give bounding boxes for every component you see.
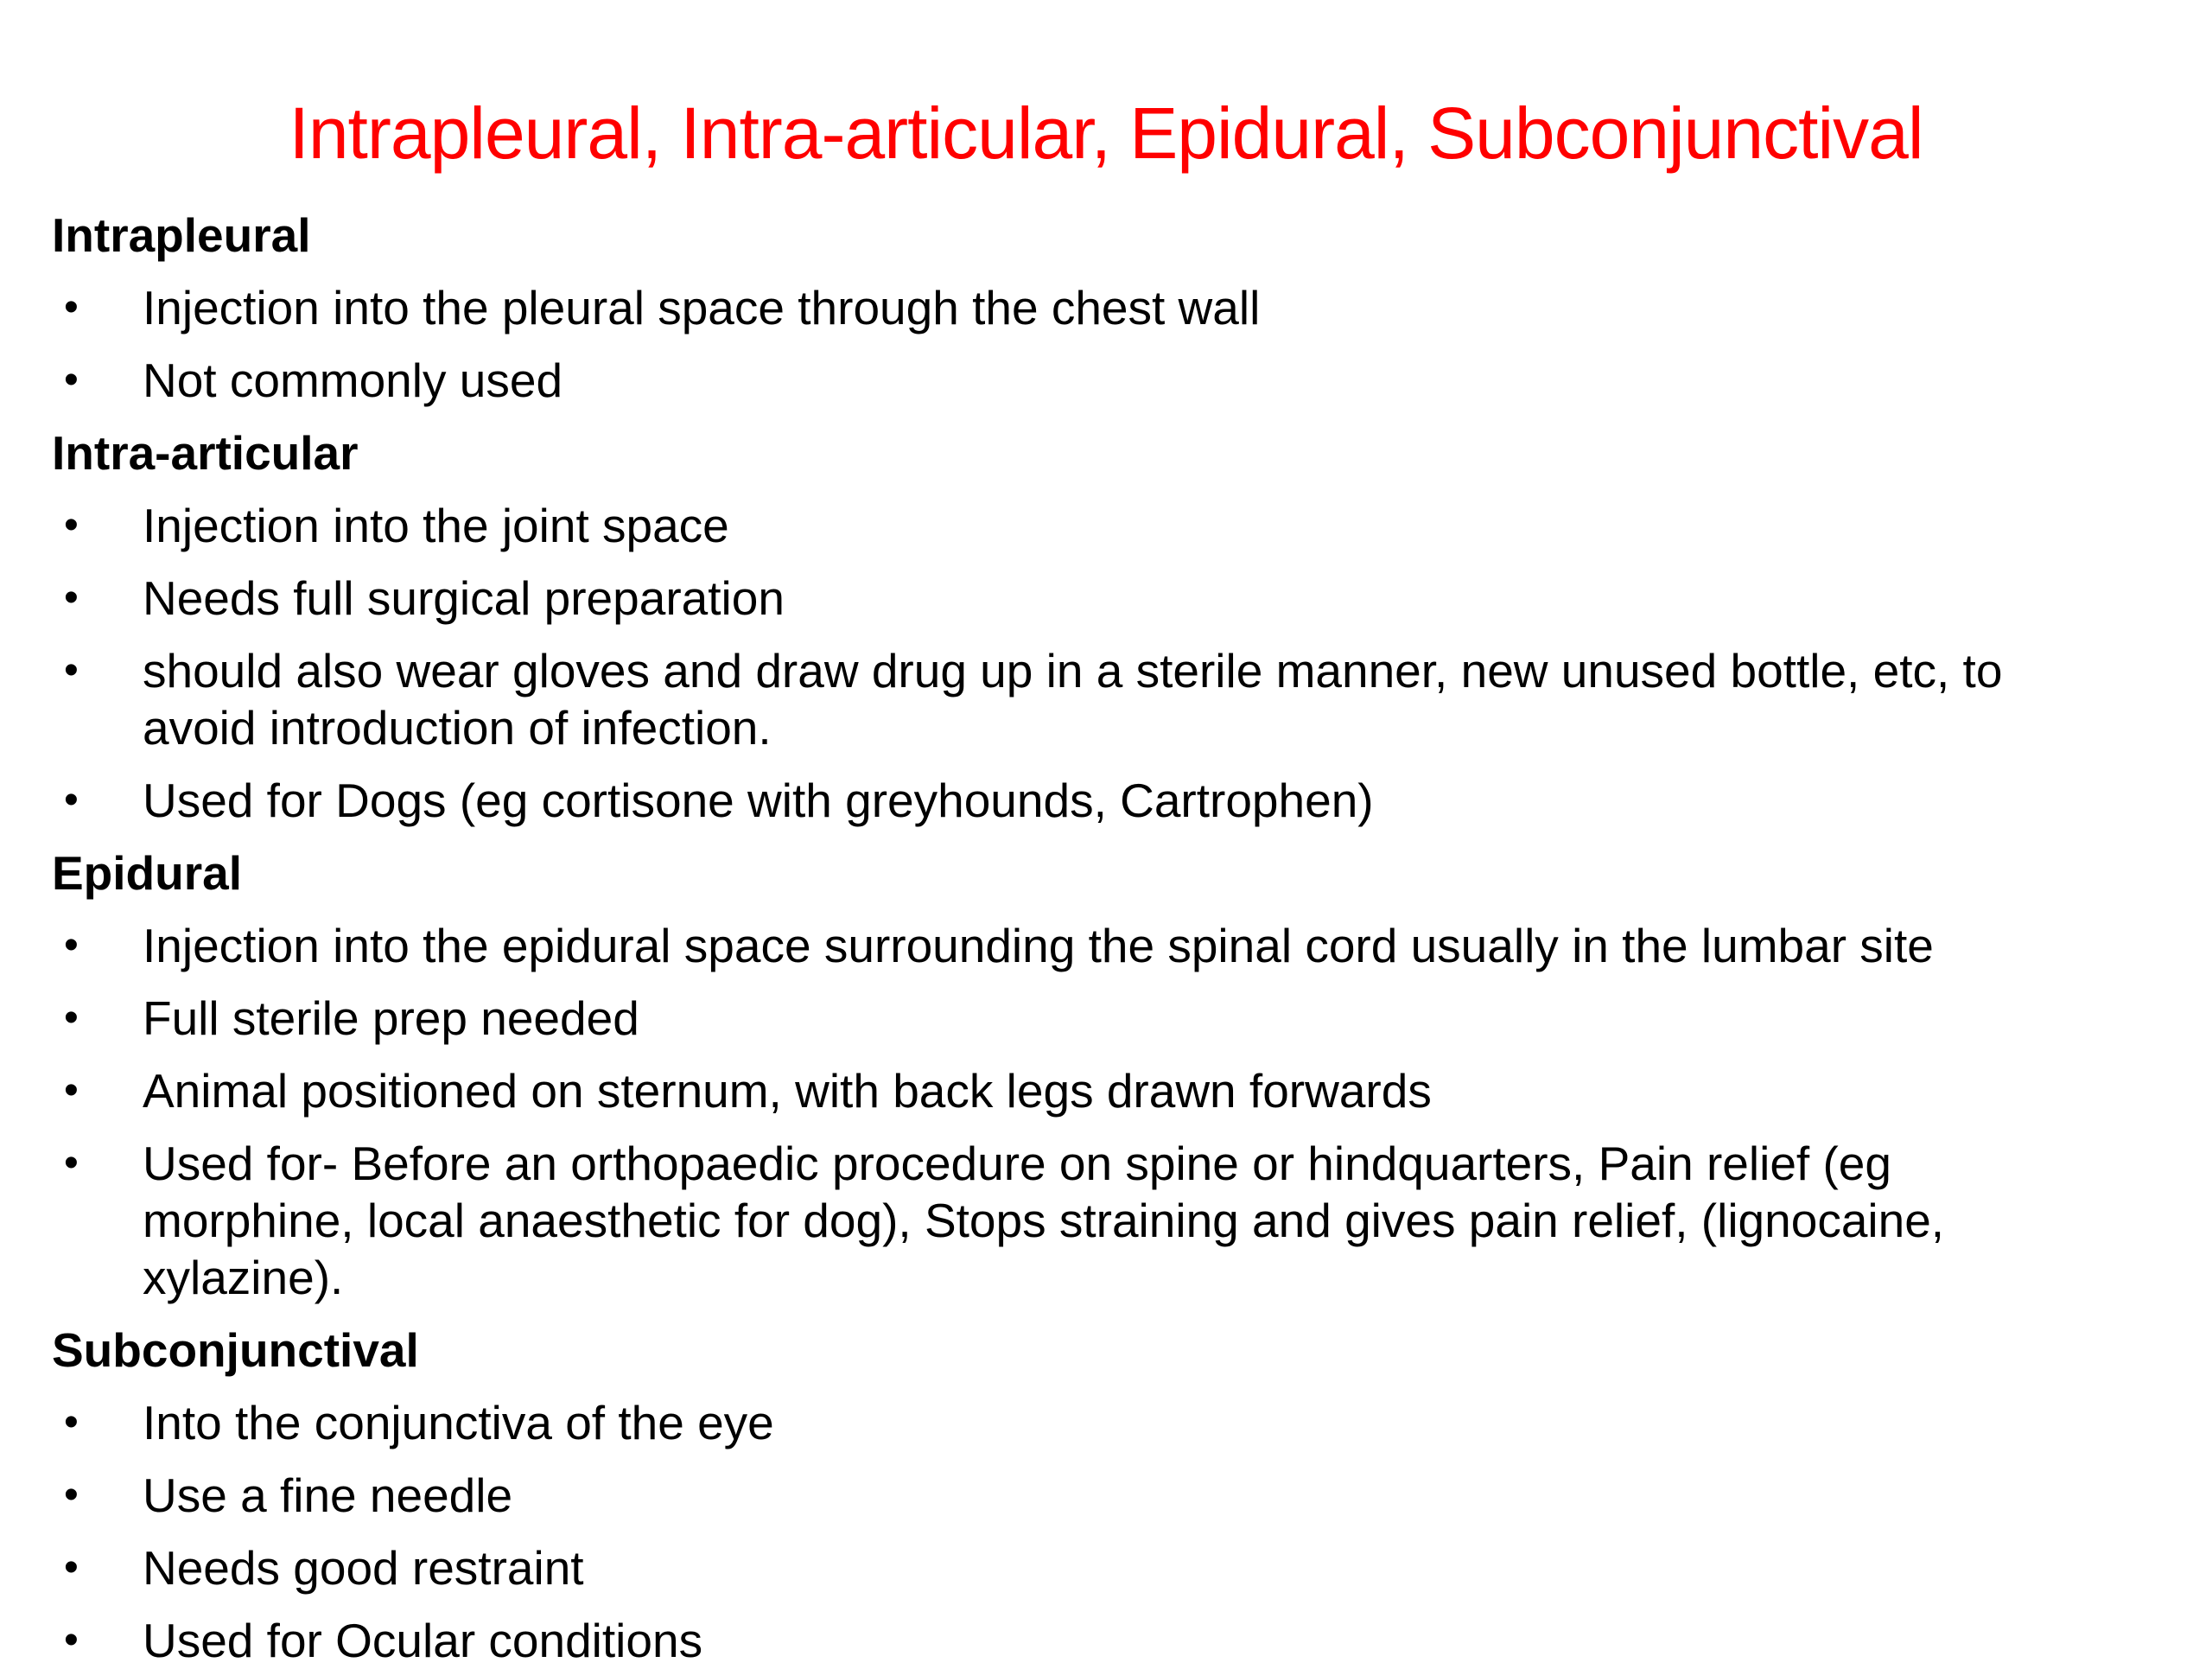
bullet-icon: • bbox=[64, 1067, 79, 1113]
list-item bbox=[52, 352, 2108, 409]
slide-body bbox=[52, 207, 2108, 1669]
bullet-text: Injection into the pleural space through the chest wall bbox=[143, 280, 1261, 334]
bullet-text: should also wear gloves and draw drug up in a sterile manner, new unused bottle, etc, to avoid introduction of infection. bbox=[143, 643, 2003, 755]
bullet-text: Full sterile prep needed bbox=[143, 991, 639, 1045]
bullet-text: Injection into the epidural space surrounding the spinal cord usually in the lumbar site bbox=[143, 918, 1934, 972]
bullet-text: Injection into the joint space bbox=[143, 498, 729, 552]
bullet-text: Used for Dogs (eg cortisone with greyhounds, Cartrophen) bbox=[143, 773, 1374, 827]
section-heading-intra-articular: Intra-articular bbox=[52, 425, 359, 480]
bullet-icon: • bbox=[64, 1544, 79, 1590]
bullet-text: Into the conjunctiva of the eye bbox=[143, 1395, 774, 1449]
bullet-icon: • bbox=[64, 501, 79, 548]
bullet-icon: • bbox=[64, 994, 79, 1041]
list-item bbox=[52, 1539, 2108, 1596]
list-item bbox=[52, 1612, 2108, 1669]
bullet-icon: • bbox=[64, 1139, 79, 1186]
slide-title: Intrapleural, Intra-articular, Epidural, Subconjunctival bbox=[289, 92, 1923, 174]
bullet-text: Needs full surgical preparation bbox=[143, 570, 785, 625]
bullet-icon: • bbox=[64, 1471, 79, 1518]
bullet-icon: • bbox=[64, 921, 79, 968]
section-heading-epidural: Epidural bbox=[52, 845, 243, 900]
list-item bbox=[52, 1135, 2108, 1306]
list-item bbox=[52, 642, 2108, 756]
list-item bbox=[52, 772, 2108, 829]
bullet-icon: • bbox=[64, 776, 79, 823]
list-item bbox=[52, 279, 2108, 336]
list-item bbox=[52, 1467, 2108, 1524]
bullet-list bbox=[52, 1394, 2108, 1669]
list-item bbox=[52, 1062, 2108, 1119]
section-epidural bbox=[52, 844, 2108, 1306]
section-intrapleural bbox=[52, 207, 2108, 409]
section-heading-intrapleural: Intrapleural bbox=[52, 207, 311, 262]
bullet-text: Use a fine needle bbox=[143, 1468, 513, 1522]
bullet-list bbox=[52, 279, 2108, 409]
bullet-text: Used for- Before an orthopaedic procedure on spine or hindquarters, Pain relief (eg morphine, local anaesthetic for dog), Stops straining and gives pain relief, (lignocaine, xylazine). bbox=[143, 1136, 1945, 1304]
bullet-icon: • bbox=[64, 647, 79, 693]
bullet-icon: • bbox=[64, 574, 79, 621]
list-item bbox=[52, 570, 2108, 627]
bullet-icon: • bbox=[64, 283, 79, 330]
bullet-icon: • bbox=[64, 1616, 79, 1663]
bullet-text: Animal positioned on sternum, with back legs drawn forwards bbox=[143, 1063, 1432, 1118]
section-heading-subconjunctival: Subconjunctival bbox=[52, 1322, 419, 1377]
list-item bbox=[52, 990, 2108, 1047]
bullet-icon: • bbox=[64, 356, 79, 403]
bullet-text: Needs good restraint bbox=[143, 1540, 584, 1595]
section-intra-articular bbox=[52, 424, 2108, 829]
bullet-list bbox=[52, 917, 2108, 1306]
list-item bbox=[52, 917, 2108, 974]
section-subconjunctival bbox=[52, 1322, 2108, 1669]
list-item bbox=[52, 497, 2108, 554]
bullet-text: Used for Ocular conditions bbox=[143, 1613, 703, 1667]
bullet-icon: • bbox=[64, 1398, 79, 1445]
bullet-text: Not commonly used bbox=[143, 353, 563, 407]
list-item bbox=[52, 1394, 2108, 1451]
bullet-list bbox=[52, 497, 2108, 829]
